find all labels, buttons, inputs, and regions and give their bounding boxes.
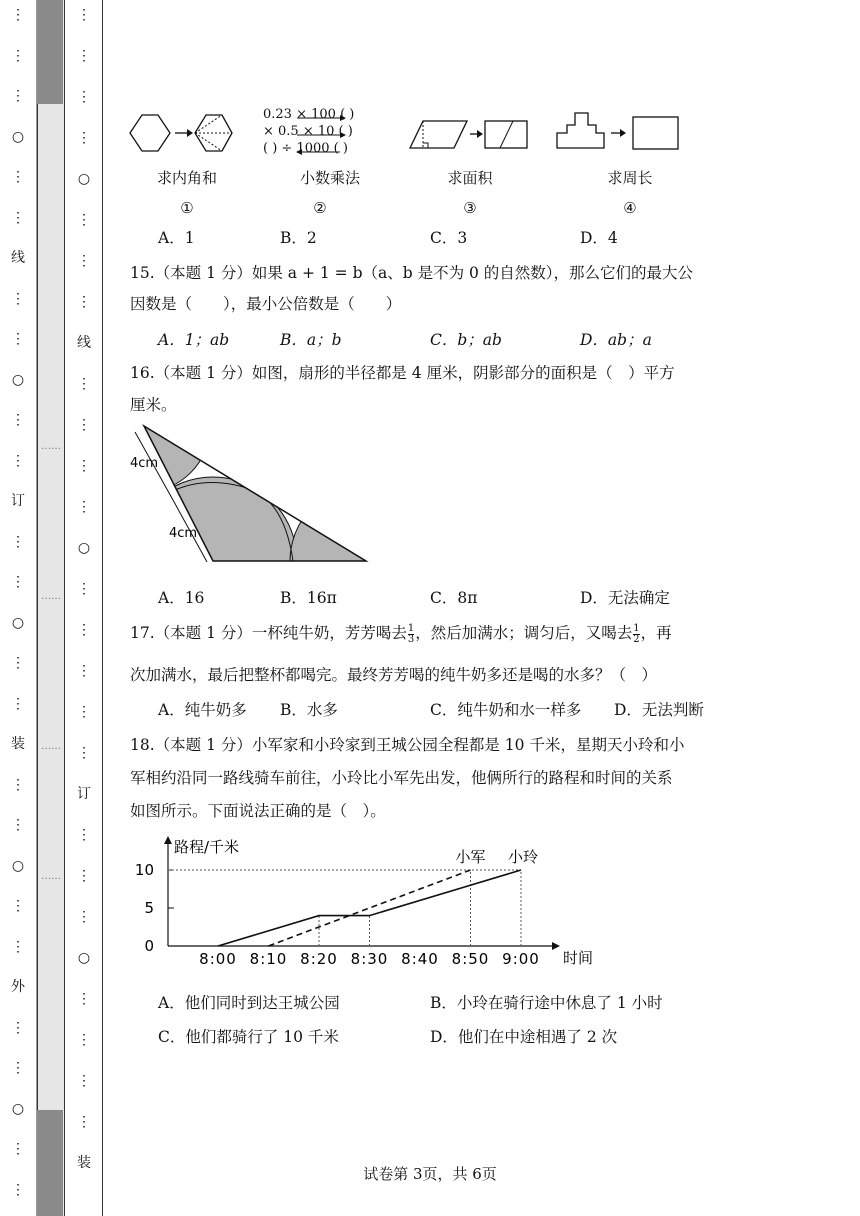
q14-option-a[interactable]: A．1 — [158, 229, 195, 247]
q17-stem-line2: 次加满水，最后把整杯都喝完。最终芳芳喝的纯牛奶多还是喝的水多？（ ） — [130, 666, 658, 684]
q16-option-b[interactable]: B．16π — [280, 589, 337, 607]
binding-dots: ⋮ — [77, 868, 91, 884]
gray-dots: …… — [41, 441, 61, 452]
gray-dots: …… — [41, 741, 61, 752]
caption-1: 求内角和 — [156, 169, 217, 187]
q14-option-d[interactable]: D．4 — [580, 229, 618, 247]
series-label: 小玲 — [507, 848, 539, 866]
binding-label: 外 — [11, 979, 25, 995]
fig2-text: 0.23 — [263, 107, 292, 122]
x-tick-label: 8:20 — [300, 950, 338, 968]
label-4cm-bottom: 4cm — [169, 526, 198, 541]
binding-dots: ⋮ — [77, 745, 91, 761]
q18-option-a[interactable]: A．他们同时到达王城公园 — [158, 994, 340, 1012]
q17-text: ，然后加满水；调匀后，又喝去 — [415, 624, 633, 642]
binding-dots: ⋮ — [77, 1032, 91, 1048]
gray-block-top — [37, 0, 63, 104]
q17-option-a[interactable]: A．纯牛奶多 — [158, 701, 247, 719]
q18-stem-line2: 军相约沿同一路线骑车前往，小玲比小军先出发，他俩所行的路程和时间的关系 — [130, 769, 673, 787]
binding-circle-icon: ○ — [11, 1100, 25, 1117]
binding-dots: ⋮ — [77, 499, 91, 515]
caption-3: 求面积 — [447, 169, 493, 187]
caption-4: 求周长 — [607, 169, 653, 187]
binding-dots: ⋮ — [11, 290, 25, 307]
series-label: 小军 — [455, 848, 486, 866]
binding-dots: ⋮ — [11, 7, 25, 23]
binding-dots: ⋮ — [11, 412, 25, 428]
q15-option-d[interactable]: D．ab；a — [580, 331, 652, 349]
series-line-xiaojun — [269, 870, 471, 946]
binding-circle-icon: ○ — [11, 857, 25, 874]
x-tick-label: 8:40 — [401, 950, 439, 968]
q18-option-c[interactable]: C．他们都骑行了 10 千米 — [158, 1028, 339, 1046]
binding-dots: ⋮ — [77, 212, 91, 228]
caption-2: 小数乘法 — [299, 169, 360, 187]
binding-dots: ⋮ — [77, 909, 91, 925]
label-4cm-top: 4cm — [130, 456, 159, 471]
binding-circle-icon: ○ — [77, 540, 91, 556]
binding-dots: ⋮ — [11, 655, 25, 671]
q15-option-a[interactable]: A．1；ab — [158, 331, 230, 349]
fig2-text: ( ) — [263, 141, 278, 156]
x-tick-label: 8:50 — [451, 950, 490, 968]
figure-number-1: ① — [180, 199, 194, 217]
q16-option-c[interactable]: C．8π — [430, 589, 478, 607]
hexagon-icon — [130, 115, 170, 151]
q15-option-c[interactable]: C．b；ab — [430, 331, 502, 349]
y-tick-label: 5 — [144, 899, 154, 917]
fig2-text: × 100 ( ) — [296, 107, 355, 122]
q17-option-d[interactable]: D．无法判断 — [614, 701, 704, 719]
binding-dots: ⋮ — [11, 169, 25, 185]
binding-circle-icon: ○ — [11, 371, 25, 388]
binding-dots: ⋮ — [11, 938, 25, 955]
x-axis-arrow-icon — [552, 942, 560, 950]
gray-dots: …… — [41, 591, 61, 602]
binding-dots: ⋮ — [11, 533, 25, 550]
binding-dots: ⋮ — [11, 1141, 25, 1157]
y-axis-label: 路程/千米 — [174, 838, 240, 856]
binding-dots: ⋮ — [77, 1114, 91, 1130]
y-tick-label: 10 — [134, 861, 154, 879]
fraction-one-third: $\frac{1}{3}$ — [407, 622, 415, 645]
q17-option-b[interactable]: B．水多 — [280, 701, 338, 719]
binding-dots: ⋮ — [11, 331, 25, 347]
gray-dots: …… — [41, 871, 61, 882]
distance-time-chart — [130, 830, 600, 975]
y-tick-label: 0 — [144, 937, 154, 955]
q17-stem-line1 — [130, 621, 672, 645]
binding-label: 订 — [77, 786, 91, 802]
binding-dots: ⋮ — [11, 776, 25, 793]
q17-text: ，再 — [640, 624, 672, 642]
q18-option-b[interactable]: B．小玲在骑行途中休息了 1 小时 — [430, 994, 663, 1012]
fraction-one-half: $\frac{1}{2}$ — [633, 622, 640, 645]
q15-stem-line1: 15.（本题 1 分）如果 a + 1 = b（a、b 是不为 0 的自然数），那么它们的最大公 — [130, 264, 694, 282]
binding-dots: ⋮ — [77, 581, 91, 597]
q16-option-d[interactable]: D．无法确定 — [580, 589, 670, 607]
binding-dots: ⋮ — [77, 48, 91, 64]
binding-dots: ⋮ — [77, 7, 91, 23]
binding-dots: ⋮ — [77, 827, 91, 843]
binding-dots: ⋮ — [77, 458, 91, 474]
binding-dots: ⋮ — [11, 898, 25, 914]
binding-dots: ⋮ — [77, 376, 91, 392]
binding-circle-icon: ○ — [77, 950, 91, 966]
inner-binding-strip — [64, 0, 103, 1216]
binding-dots: ⋮ — [77, 663, 91, 679]
outer-binding-strip — [0, 0, 37, 1216]
binding-dots: ⋮ — [77, 991, 91, 1007]
figure-number-3: ③ — [463, 199, 477, 217]
binding-dots: ⋮ — [11, 1181, 25, 1198]
binding-dots: ⋮ — [77, 622, 91, 638]
x-axis-label: 时间 — [563, 949, 594, 967]
binding-dots: ⋮ — [11, 574, 25, 590]
binding-dots: ⋮ — [11, 1019, 25, 1036]
binding-circle-icon: ○ — [11, 614, 25, 631]
decimal-multiplication-figure — [263, 106, 354, 157]
q16-option-a[interactable]: A．16 — [158, 589, 205, 607]
binding-dots: ⋮ — [11, 88, 25, 104]
q14-option-c[interactable]: C．3 — [430, 229, 468, 247]
binding-dots: ⋮ — [11, 47, 25, 64]
binding-dots: ⋮ — [77, 130, 91, 146]
binding-label: 线 — [11, 250, 25, 266]
y-axis-arrow-icon — [164, 836, 172, 844]
binding-circle-icon: ○ — [77, 171, 91, 187]
x-tick-label: 8:10 — [249, 950, 288, 968]
x-tick-label: 8:00 — [199, 950, 237, 968]
fig2-text: × 0.5 — [263, 124, 299, 139]
q17-option-c[interactable]: C．纯牛奶和水一样多 — [430, 701, 582, 719]
q18-stem-line1: 18.（本题 1 分）小军家和小玲家到王城公园全程都是 10 千米，星期天小玲和小 — [130, 736, 685, 754]
binding-dots: ⋮ — [11, 209, 25, 226]
figure-number-4: ④ — [623, 199, 637, 217]
binding-dots: ⋮ — [77, 89, 91, 105]
binding-circle-icon: ○ — [11, 128, 25, 145]
binding-dots: ⋮ — [77, 253, 91, 269]
binding-dots: ⋮ — [11, 1060, 25, 1076]
q18-stem-line3: 如图所示。下面说法正确的是（ ）。 — [130, 802, 386, 820]
q15-stem-line2: 因数是（ ），最小公倍数是（ ） — [130, 295, 402, 313]
binding-label: 装 — [77, 1155, 91, 1171]
stepped-shape-icon — [557, 113, 604, 148]
x-tick-label: 9:00 — [502, 950, 540, 968]
q15-option-b[interactable]: B．a；b — [280, 331, 342, 349]
q16-triangle-figure — [125, 420, 385, 570]
binding-label: 订 — [11, 493, 25, 509]
q18-option-d[interactable]: D．他们在中途相遇了 2 次 — [430, 1028, 618, 1046]
q16-stem-line1: 16.（本题 1 分）如图，扇形的半径都是 4 厘米，阴影部分的面积是（ ）平方 — [130, 364, 675, 382]
q14-figures — [125, 108, 705, 168]
series-line-xiaoling — [218, 870, 521, 946]
binding-dots: ⋮ — [11, 452, 25, 469]
q14-option-b[interactable]: B．2 — [280, 229, 317, 247]
fig2-text: ÷ 1000 ( ) — [281, 141, 348, 156]
binding-dots: ⋮ — [11, 817, 25, 833]
binding-dots: ⋮ — [77, 1073, 91, 1089]
x-tick-label: 8:30 — [350, 950, 389, 968]
figure-number-2: ② — [313, 199, 327, 217]
rectangle-icon — [633, 117, 678, 149]
binding-dots: ⋮ — [11, 695, 25, 712]
binding-label: 线 — [77, 335, 91, 351]
q17-text: 17.（本题 1 分）一杯纯牛奶，芳芳喝去 — [130, 624, 407, 642]
binding-label: 装 — [11, 736, 25, 752]
parallelogram-icon — [410, 121, 467, 148]
binding-dots: ⋮ — [77, 417, 91, 433]
q16-stem-line2: 厘米。 — [130, 396, 177, 414]
binding-dots: ⋮ — [77, 704, 91, 720]
page-footer: 试卷第 3页，共 6页 — [363, 1165, 497, 1183]
fig2-text: × 10 ( ) — [302, 124, 353, 139]
binding-dots: ⋮ — [77, 294, 91, 310]
gray-binding-strip — [37, 0, 65, 1216]
